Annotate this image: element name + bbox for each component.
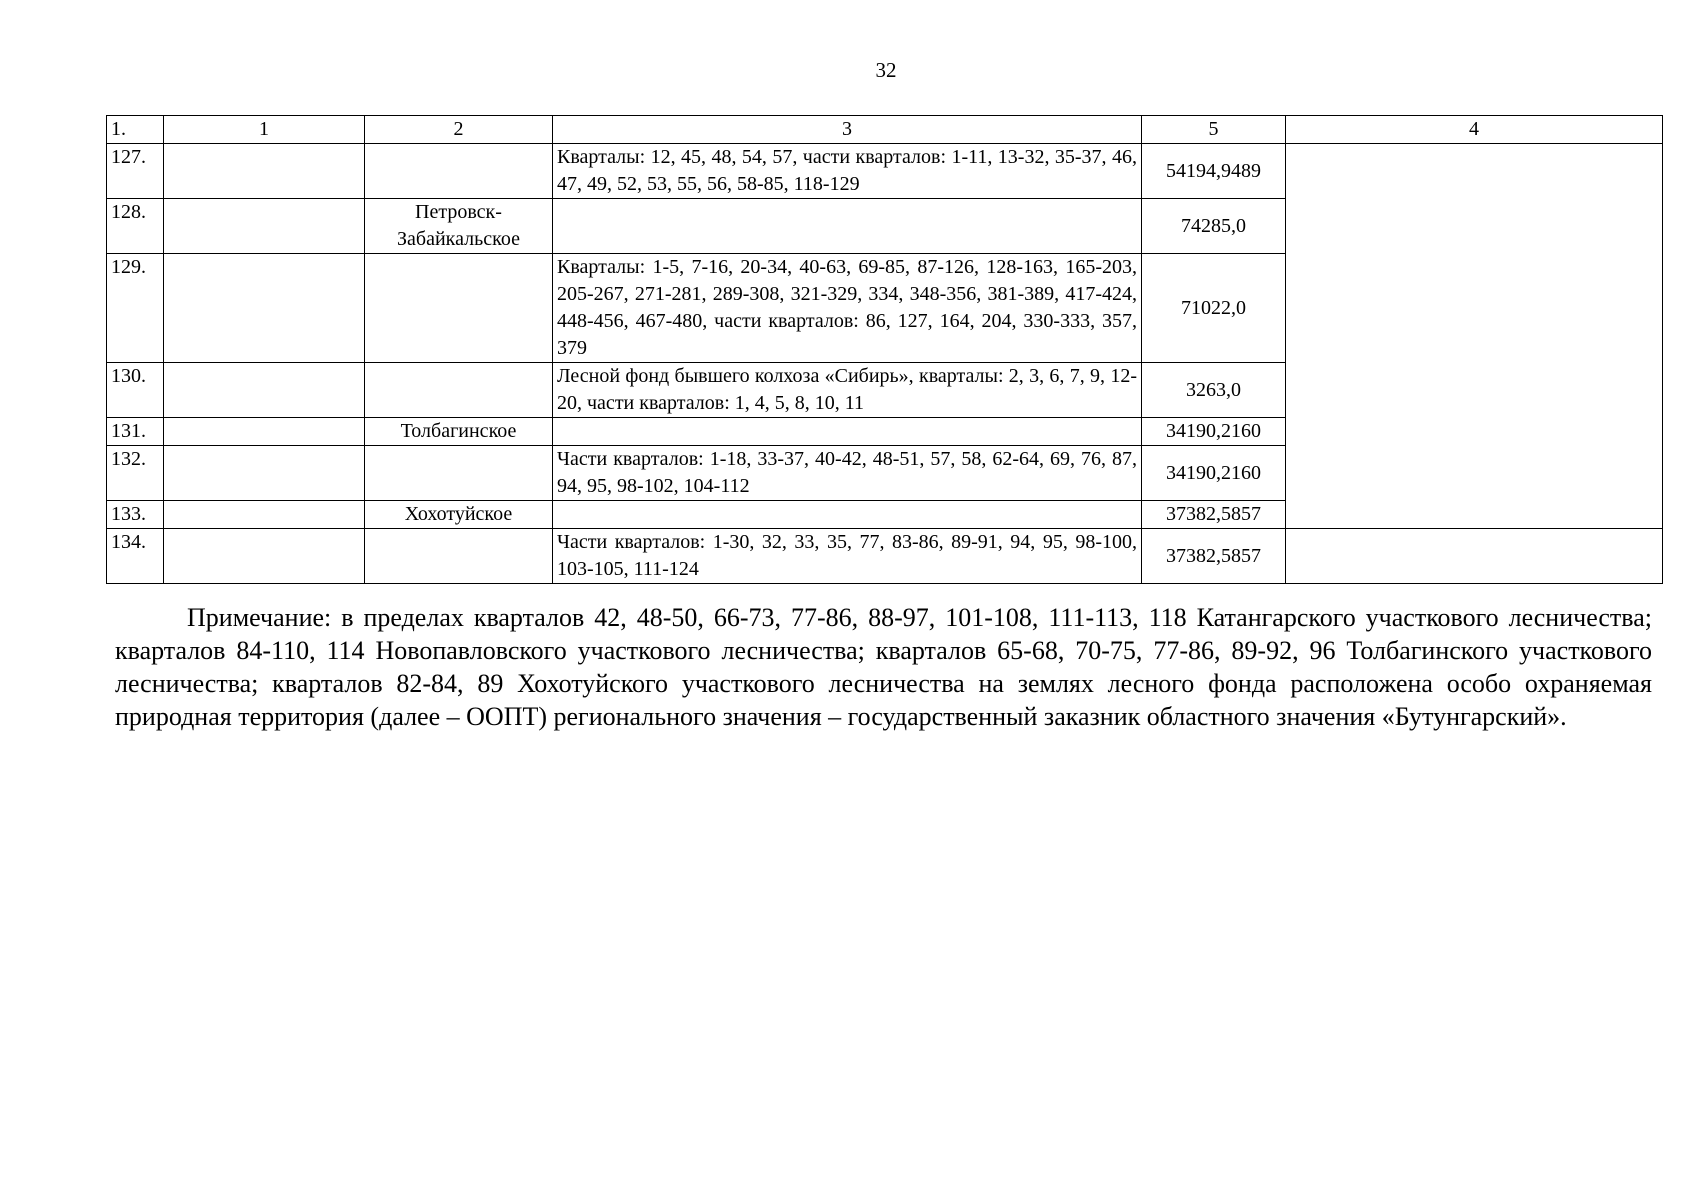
row-col1 — [164, 529, 365, 584]
row-col1 — [164, 254, 365, 363]
row-description: Лесной фонд бывшего колхоза «Сибирь», кварталы: 2, 3, 6, 7, 9, 12-20, части кварталов: 1, 4, 5, 8, 10, 11 — [553, 363, 1142, 418]
row-area: 71022,0 — [1142, 254, 1286, 363]
row-area: 37382,5857 — [1142, 529, 1286, 584]
header-cell: 4 — [1286, 116, 1663, 144]
row-area: 34190,2160 — [1142, 446, 1286, 501]
row-name — [365, 446, 553, 501]
row-area: 3263,0 — [1142, 363, 1286, 418]
header-cell: 2 — [365, 116, 553, 144]
row-area: 74285,0 — [1142, 199, 1286, 254]
row-number: 132. — [107, 446, 164, 501]
header-cell: 5 — [1142, 116, 1286, 144]
row-col1 — [164, 418, 365, 446]
row-number: 130. — [107, 363, 164, 418]
row-area: 37382,5857 — [1142, 501, 1286, 529]
note-paragraph: Примечание: в пределах кварталов 42, 48-50, 66-73, 77-86, 88-97, 101-108, 111-113, 118 Катангарского участкового лесничества; кварталов 84-110, 114 Новопавловского участкового лесничества; кварталов 65-68, 70-75, 77-86, 89-92, 96 Толбагинского участкового лесничества; кварталов 82-84, 89 Хохотуйского участкового лесничества на землях лесного фонда расположена особо охраняемая природная территория (далее – ООПТ) регионального значения – государственный заказник областного значения «Бутунгарский». — [115, 603, 1652, 731]
row-description: Части кварталов: 1-30, 32, 33, 35, 77, 83-86, 89-91, 94, 95, 98-100, 103-105, 111-124 — [553, 529, 1142, 584]
row-col1 — [164, 144, 365, 199]
page-number: 32 — [875, 58, 897, 82]
row-description: Части кварталов: 1-18, 33-37, 40-42, 48-51, 57, 58, 62-64, 69, 76, 87, 94, 95, 98-102, 104-112 — [553, 446, 1142, 501]
row-number: 129. — [107, 254, 164, 363]
merged-cell-column-4 — [1286, 144, 1663, 529]
table-row — [107, 529, 1663, 584]
row-name — [365, 254, 553, 363]
row-number: 134. — [107, 529, 164, 584]
row-name — [365, 363, 553, 418]
header-cell: 1. — [107, 116, 164, 144]
row-name: Петровск-Забайкальское — [365, 199, 553, 254]
row-col1 — [164, 363, 365, 418]
row-name — [365, 144, 553, 199]
row-col1 — [164, 501, 365, 529]
row-description — [553, 501, 1142, 529]
row-area: 54194,9489 — [1142, 144, 1286, 199]
row-number: 131. — [107, 418, 164, 446]
row-col1 — [164, 446, 365, 501]
forestry-table — [106, 115, 1663, 584]
row-number: 133. — [107, 501, 164, 529]
header-cell: 1 — [164, 116, 365, 144]
row-number: 128. — [107, 199, 164, 254]
table-row — [107, 144, 1663, 199]
header-cell: 3 — [553, 116, 1142, 144]
row-name: Толбагинское — [365, 418, 553, 446]
row-name: Хохотуйское — [365, 501, 553, 529]
row-number: 127. — [107, 144, 164, 199]
row-description: Кварталы: 12, 45, 48, 54, 57, части кварталов: 1-11, 13-32, 35-37, 46, 47, 49, 52, 53, 55, 56, 58-85, 118-129 — [553, 144, 1142, 199]
row-col1 — [164, 199, 365, 254]
row-description — [553, 418, 1142, 446]
row-area: 34190,2160 — [1142, 418, 1286, 446]
row-col4 — [1286, 529, 1663, 584]
table-header-row — [107, 116, 1663, 144]
row-description — [553, 199, 1142, 254]
row-name — [365, 529, 553, 584]
row-description: Кварталы: 1-5, 7-16, 20-34, 40-63, 69-85, 87-126, 128-163, 165-203, 205-267, 271-281, 289-308, 321-329, 334, 348-356, 381-389, 417-424, 448-456, 467-480, части кварталов: 86, 127, 164, 204, 330-333, 357, 379 — [553, 254, 1142, 363]
